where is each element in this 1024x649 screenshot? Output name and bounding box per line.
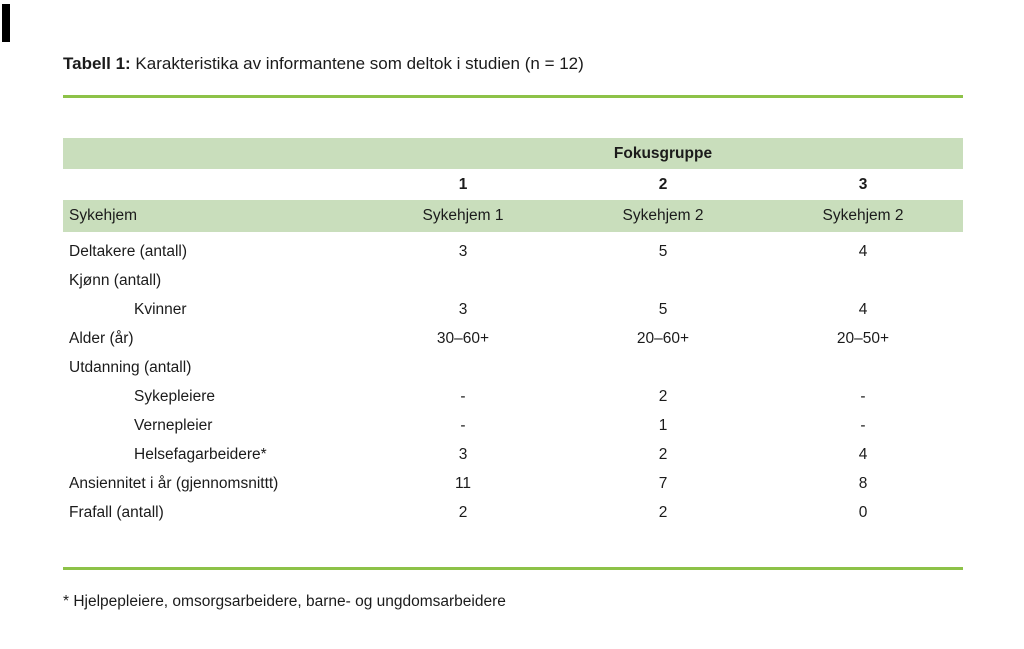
column-number-2: 2 bbox=[658, 175, 668, 193]
row-value-1: 3 bbox=[458, 445, 468, 463]
table-caption bbox=[63, 52, 963, 76]
row-label: Ansiennitet i år (gjennomsnittt) bbox=[69, 474, 279, 492]
row-value-2: 5 bbox=[658, 300, 668, 318]
row-value-1: - bbox=[460, 416, 466, 434]
table-row bbox=[63, 440, 963, 469]
site-row-label: Sykehjem bbox=[69, 207, 138, 224]
column-number-1: 1 bbox=[458, 175, 468, 193]
table-site-row bbox=[63, 200, 963, 232]
row-value-2: 7 bbox=[658, 474, 668, 492]
site-value-3: Sykehjem 2 bbox=[822, 207, 904, 224]
column-number-3: 3 bbox=[858, 175, 868, 193]
row-label: Alder (år) bbox=[69, 329, 134, 347]
table-row bbox=[63, 353, 963, 382]
row-value-3: 4 bbox=[858, 445, 868, 463]
table-caption-number: Tabell 1: bbox=[63, 54, 131, 73]
table-row bbox=[63, 295, 963, 324]
table-row bbox=[63, 411, 963, 440]
document-page bbox=[63, 52, 963, 611]
row-value-1: 11 bbox=[454, 474, 472, 492]
site-value-1: Sykehjem 1 bbox=[422, 207, 504, 224]
row-value-3: 4 bbox=[858, 300, 868, 318]
table-column-number-row bbox=[63, 169, 963, 200]
row-label: Kvinner bbox=[134, 300, 187, 318]
row-value-3: - bbox=[860, 387, 866, 405]
row-label: Helsefagarbeidere* bbox=[134, 445, 267, 463]
row-value-1: 2 bbox=[458, 503, 468, 521]
table-caption-text: Karakteristika av informantene som deltok i studien (n = 12) bbox=[130, 54, 584, 73]
row-label: Vernepleier bbox=[134, 416, 213, 434]
table-row bbox=[63, 266, 963, 295]
row-label: Kjønn (antall) bbox=[69, 271, 162, 289]
row-value-2: 2 bbox=[658, 445, 668, 463]
row-value-1: - bbox=[460, 387, 466, 405]
table-row bbox=[63, 324, 963, 353]
row-label: Sykepleiere bbox=[134, 387, 215, 405]
row-label: Frafall (antall) bbox=[69, 503, 164, 521]
group-header-label: Fokusgruppe bbox=[613, 144, 713, 162]
row-value-3: - bbox=[860, 416, 866, 434]
row-value-2: 1 bbox=[658, 416, 668, 434]
row-value-3: 20–50+ bbox=[836, 329, 890, 347]
text-cursor-mark bbox=[2, 4, 10, 42]
row-label: Deltakere (antall) bbox=[69, 242, 188, 260]
table-body bbox=[63, 232, 963, 527]
row-value-3: 0 bbox=[858, 503, 868, 521]
row-value-1: 30–60+ bbox=[436, 329, 490, 347]
row-value-1: 3 bbox=[458, 300, 468, 318]
informants-table bbox=[63, 138, 963, 527]
row-value-2: 5 bbox=[658, 242, 668, 260]
row-value-2: 2 bbox=[658, 503, 668, 521]
table-row bbox=[63, 237, 963, 266]
table-row bbox=[63, 382, 963, 411]
footnote: * Hjelpepleiere, omsorgsarbeidere, barne- og ungdomsarbeidere bbox=[63, 593, 506, 610]
row-value-3: 8 bbox=[858, 474, 868, 492]
row-value-2: 20–60+ bbox=[636, 329, 690, 347]
row-label: Utdanning (antall) bbox=[69, 358, 192, 376]
table-group-header-row bbox=[63, 138, 963, 169]
row-value-3: 4 bbox=[858, 242, 868, 260]
bottom-divider-rule bbox=[63, 567, 963, 570]
top-divider-rule bbox=[63, 95, 963, 98]
site-value-2: Sykehjem 2 bbox=[622, 207, 704, 224]
table-row bbox=[63, 469, 963, 498]
row-value-2: 2 bbox=[658, 387, 668, 405]
row-value-1: 3 bbox=[458, 242, 468, 260]
table-row bbox=[63, 498, 963, 527]
